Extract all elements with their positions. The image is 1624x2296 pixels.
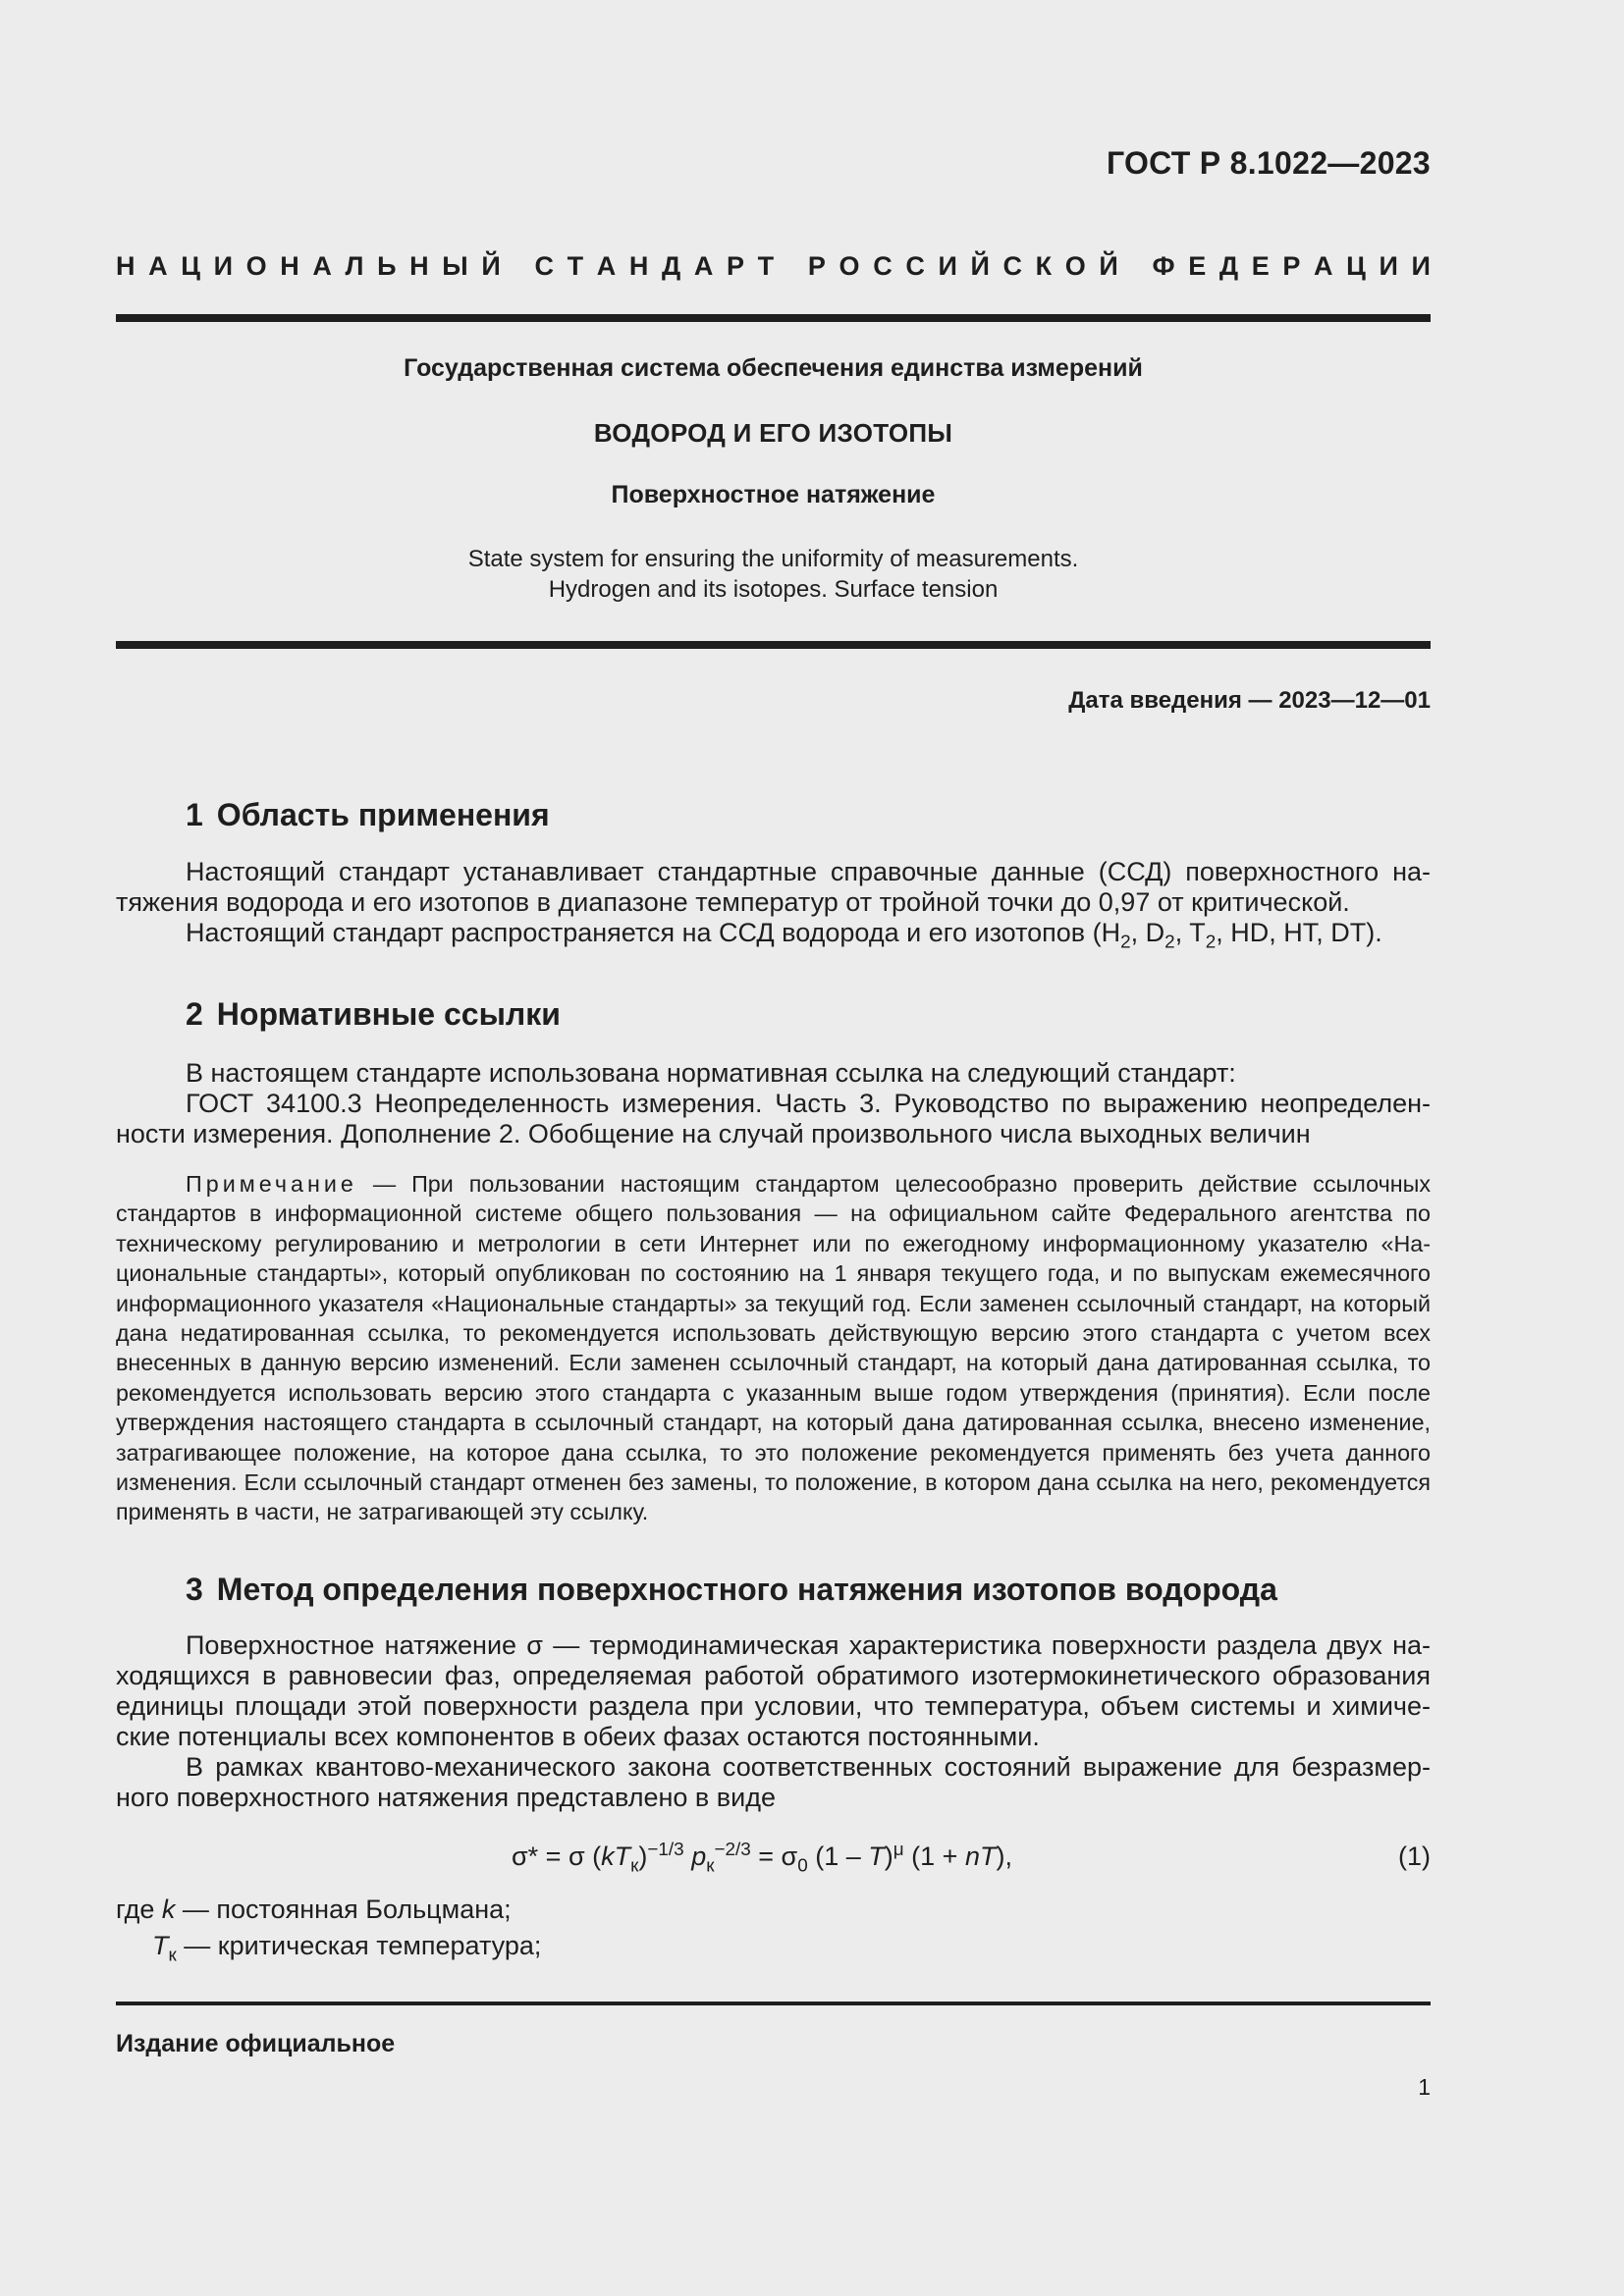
banner-letter: Й (970, 251, 990, 281)
banner-letter: Р (727, 251, 745, 281)
paragraph-isotopes: Настоящий стандарт распространяется на ССД водорода и его изотопов ($H_2$, $D_2$, $T_2$, HD, HT, DT). (186, 918, 1382, 953)
banner-letter: Н (628, 251, 649, 281)
banner-letter: И (938, 251, 957, 281)
banner-letter: Ы (442, 251, 468, 281)
note-block (116, 1169, 1431, 1527)
paragraph: В рамках квантово-механического закона соответственных состояний выражение для безразмерного поверхностного натяжения представлено в виде (116, 1752, 1431, 1812)
banner-letter: И (1411, 251, 1431, 281)
system-title: Государственная система обеспечения единства измерений (404, 354, 1143, 382)
note-paragraph (116, 1169, 1431, 1527)
where-t: $T_к$ — критическая температура; (152, 1931, 542, 1966)
english-title-line-2: Hydrogen and its isotopes. Surface tension (548, 576, 999, 603)
english-title-line-1: State system for ensuring the uniformity of measurements. (467, 546, 1079, 572)
banner-letter (1131, 251, 1139, 282)
banner-letter: О (839, 251, 860, 281)
section-title: Метод определения поверхностного натяжения изотопов водорода (216, 1572, 1277, 1607)
banner-letter: А (693, 251, 714, 281)
banner-letter: Н (409, 251, 429, 281)
banner-letter: А (596, 251, 617, 281)
banner-letter: С (534, 251, 554, 281)
introduction-date: Дата введения — 2023—12—01 (1068, 687, 1431, 714)
banner-letter: Ц (1346, 251, 1366, 281)
paragraph: Настоящий стандарт устанавливает стандартные справочные данные (ССД) поверхностного натяжения водорода и его изотопов в диапазоне температур от тройной точки до 0,97 от критической. (116, 857, 1431, 917)
section-title: Область применения (216, 797, 550, 832)
paragraph: Поверхностное натяжение σ — термодинамическая характеристика поверхности раздела двух находящихся в равновесии фаз, определяемая работой обратимого изотермокинетического образования единицы площади этой поверхности раздела при условии, что температура, объем системы и химические потенциалы всех компонентов в обеих фазах остаются постоянными. (116, 1630, 1431, 1751)
banner-letter: Н (116, 251, 135, 281)
banner-letter: Т (757, 251, 775, 281)
official-edition-label: Издание официальное (116, 2030, 396, 2057)
section-1-heading (186, 797, 550, 833)
banner-letter: Й (481, 251, 501, 281)
banner-letter: Ф (1152, 251, 1175, 281)
banner-letter: Р (1282, 251, 1301, 281)
banner-letter: С (905, 251, 925, 281)
section-title: Нормативные ссылки (216, 996, 561, 1032)
paragraph: В настоящем стандарте использована нормативная ссылка на следующий стандарт: (186, 1058, 1236, 1088)
subtitle: Поверхностное натяжение (611, 481, 936, 508)
banner-letter: Л (345, 251, 364, 281)
formula-expression: σ* = σ $(kT_к)^{-1/3}$ $p_к^{-2/3} = \sigma_0$ (1 – T)$^\mu$ (1 + nT), (512, 1840, 1012, 1877)
banner-letter: Д (662, 251, 681, 281)
main-title: ВОДОРОД И ЕГО ИЗОТОПЫ (593, 418, 953, 448)
banner-letter: А (148, 251, 168, 281)
banner-letter: А (1314, 251, 1333, 281)
banner-letter: Й (1099, 251, 1118, 281)
section-2-body (116, 1058, 1431, 1149)
where-k: где k — постоянная Больцмана; (116, 1895, 512, 1924)
section-number: 3 (186, 1572, 203, 1607)
standard-number: ГОСТ Р 8.1022—2023 (1106, 145, 1431, 181)
banner-letter: Д (1218, 251, 1239, 281)
page-number: 1 (1418, 2074, 1431, 2100)
banner-letter: С (873, 251, 893, 281)
section-3-heading (186, 1572, 1277, 1608)
banner-letter: О (245, 251, 267, 281)
banner-letter: Р (807, 251, 826, 281)
section-2-heading (186, 996, 561, 1033)
banner-letter: Е (1251, 251, 1270, 281)
note-label: Примечание (186, 1171, 357, 1197)
banner-letter: Ь (377, 251, 397, 281)
banner-letter (787, 251, 795, 282)
banner-letter: И (1379, 251, 1398, 281)
banner-letter: К (1035, 251, 1053, 281)
banner-letter: Ц (181, 251, 200, 281)
banner-letter: А (312, 251, 332, 281)
banner-letter (514, 251, 521, 282)
top-rule (116, 314, 1431, 322)
banner-letter: О (1064, 251, 1086, 281)
title-bottom-rule (116, 641, 1431, 649)
section-1-body (116, 857, 1431, 953)
banner-letter: С (1002, 251, 1022, 281)
banner-letter: И (213, 251, 234, 281)
footer-rule (116, 2002, 1431, 2005)
normative-reference: ГОСТ 34100.3 Неопределенность измерения. Часть 3. Руководство по выражению неопределенности измерения. Дополнение 2. Обобщение на случай произвольного числа выходных величин (116, 1089, 1431, 1148)
national-standard-banner (116, 251, 1431, 282)
banner-letter: Т (567, 251, 584, 281)
banner-letter: Е (1188, 251, 1207, 281)
banner-letter: Н (280, 251, 299, 281)
section-number: 1 (186, 797, 203, 832)
english-title (116, 544, 1431, 605)
note-text: — При пользовании настоящим стандартом целесообразно проверить действие ссылочных стандартов в информационной системе общего пользования — на официальном сайте Федерального агентства по техническому регулированию и метрологии в сети Интернет или по ежегодному информационному указателю «Национальные стандарты», который опубликован по состоянию на 1 января текущего года, и по выпускам ежемесячного информационного указателя «Национальные стандарты» за текущий год. Если заменен ссылочный стандарт, на который дана недатированная ссылка, то рекомендуется использовать действующую версию этого стандарта с учетом всех внесенных в данную версию изменений. Если заменен ссылочный стандарт, на который дана датированная ссылка, то рекомендуется использовать версию этого стандарта с указанным выше годом утверждения (принятия). Если после утверждения настоящего стандарта в ссылочный стандарт, на который дана датированная ссылка, внесено изменение, затрагивающее положение, на которое дана ссылка, то это положение рекомендуется применять без учета данного изменения. Если ссылочный стандарт отменен без замены, то положение, в котором дана ссылка на него, рекомендуется применять в части, не затрагивающей эту ссылку. (116, 1171, 1431, 1525)
section-number: 2 (186, 996, 203, 1032)
section-3-body (116, 1630, 1431, 1813)
equation-number: (1) (1398, 1842, 1431, 1871)
